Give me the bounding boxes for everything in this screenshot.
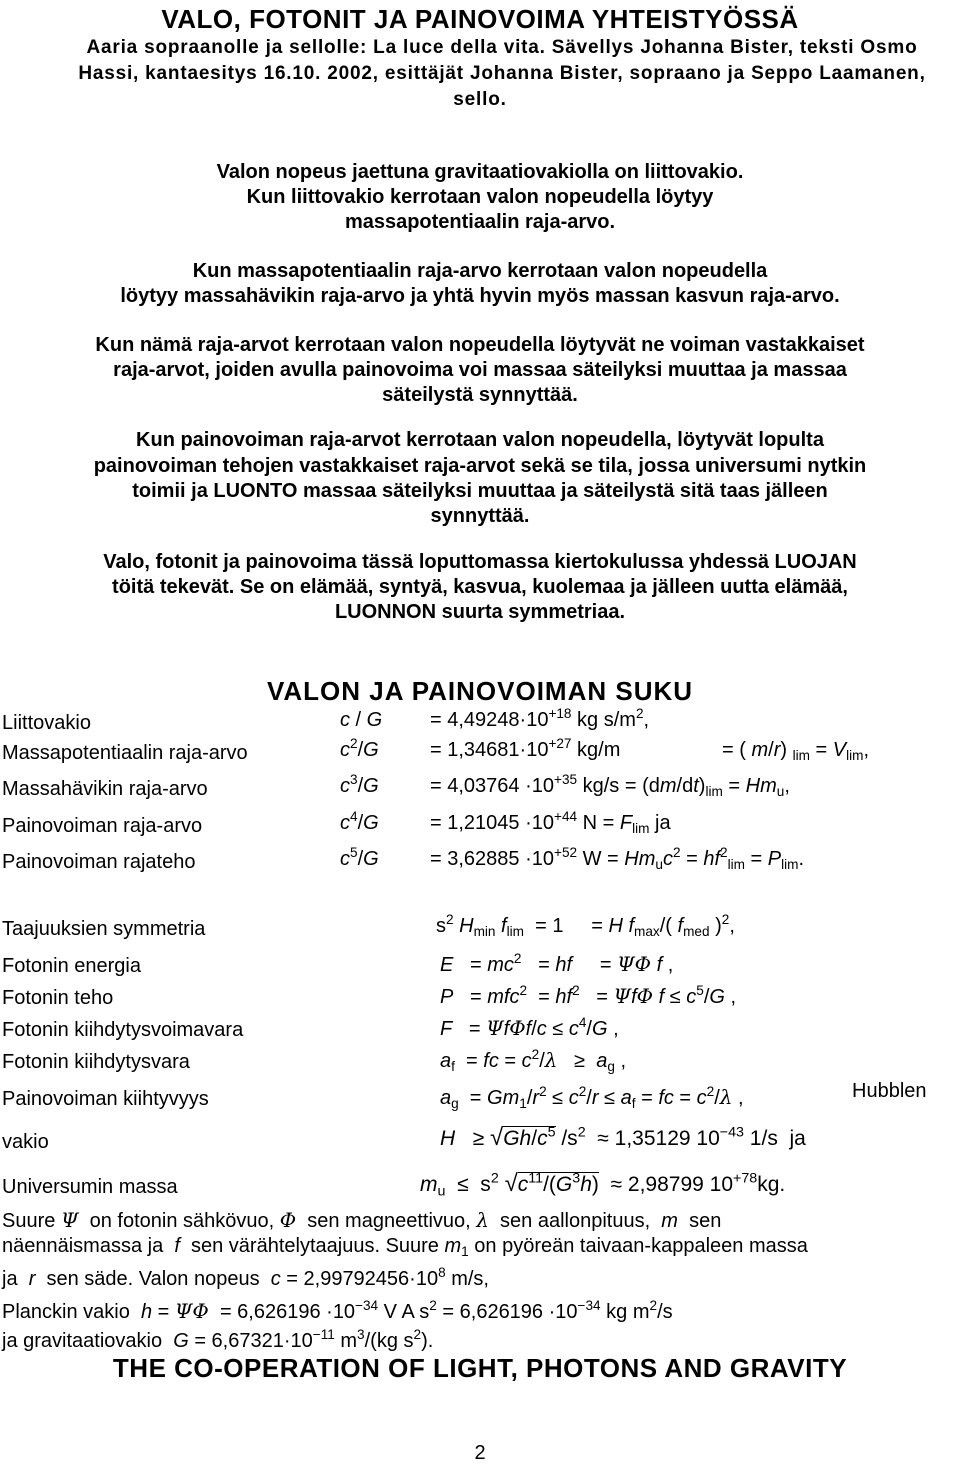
lyrics-p2-l2: löytyy massahävikin raja-arvo ja yhtä hyvin myös massan kasvun raja-arvo. — [120, 285, 840, 307]
credit-line-1: Aaria sopraanolle ja sellolle: La luce della vita. Sävellys Johanna Bister, teksti Osmo — [86, 37, 918, 58]
notes-line-1: Suure Ψ on fotonin sähkövuo, Φ sen magneettivuo, λ sen aallonpituus, m sen — [2, 1208, 722, 1232]
sym-formula-4: $F = \Psi f\Phi f/c \le c^4/G$ , — [440, 1014, 619, 1040]
lyrics-p4-l2: painovoiman tehojen vastakkaiset raja-arvot sekä se tila, jossa universumi nytkin — [93, 455, 867, 477]
suku-label-3: Massahävikin raja-arvo — [2, 778, 208, 800]
credit-line-2: Hassi, kantaesitys 16.10. 2002, esittäjät Johanna Bister, sopraano ja Seppo Laamanen, — [78, 63, 926, 84]
lyrics-p4-l1: Kun painovoiman raja-arvot kerrotaan valon nopeudella, löytyvät lopulta — [136, 429, 824, 451]
sym-label-3: Fotonin teho — [2, 987, 114, 1009]
english-title: THE CO-OPERATION OF LIGHT, PHOTONS AND GRAVITY — [112, 1353, 848, 1383]
lyrics-p5-l3: LUONNON suurta symmetriaa. — [334, 601, 626, 623]
suku-label-4: Painovoiman raja-arvo — [2, 815, 203, 837]
suku-expr-2: $c^2/G$ — [340, 735, 379, 761]
suku-value-3: = $4,03764 \cdot 10^{+35}$ $kg/s = (dm/dt)_{lim} = Hm_u$, — [430, 771, 790, 800]
suku-extra-2: = ( m/r) $_{lim} = V_{lim}$, — [722, 739, 870, 764]
sym-formula-1: $s^2$ $H_{min}$ $f_{lim} = 1$ = H $f_{max}/$( $f_{med}$ )$^2$, — [436, 911, 735, 940]
sym-formula-7: $H \ge √Gh/c^5$ $/s^2 \approx 1,35129$ $10^{-43}$ 1/s ja — [440, 1124, 806, 1151]
page-number: 2 — [474, 1442, 486, 1464]
suku-expr-4: $c^4/G$ — [340, 808, 379, 834]
lyrics-p3-l2: raja-arvot, joiden avulla painovoima voi massaa säteilyksi muuttaa ja massaa — [113, 359, 847, 381]
sym-label-1: Taajuuksien symmetria — [2, 918, 206, 940]
lyrics-p2-l1: Kun massapotentiaalin raja-arvo kerrotaan valon nopeudella — [192, 260, 768, 282]
lyrics-p1-l3: massapotentiaalin raja-arvo. — [344, 211, 616, 233]
sym-formula-2: $E = mc^2$ = hf = ΨΦ f , — [440, 950, 674, 976]
lyrics-p4-l3: toimii ja LUONTO massaa säteilyksi muuttaa ja säteilystä sitä taas jälleen — [132, 480, 828, 502]
lyrics-p3-l1: Kun nämä raja-arvot kerrotaan valon nopeudella löytyvät ne voiman vastakkaiset — [95, 334, 865, 356]
sym-label-5: Fotonin kiihdytysvara — [2, 1051, 190, 1073]
notes-line-5: ja gravitaatiovakio $G = 6,67321\cdot 10^{-11}$ $m^3/(kg$ $s^2$). — [2, 1326, 434, 1352]
notes-line-3: ja r sen säde. Valon nopeus $c = 2,99792456\cdot 10^8$ m/s, — [2, 1264, 489, 1290]
sym-label-2: Fotonin energia — [2, 955, 141, 977]
suku-value-2: = $1,34681\cdot 10^{+27}$ kg/m — [430, 735, 621, 761]
lyrics-p4-l4: synnyttää. — [430, 505, 530, 527]
section-heading-suku: VALON JA PAINOVOIMAN SUKU — [266, 676, 694, 706]
notes-line-4: Planckin vakio $h = \Psi\Phi = 6,626196 \cdot 10^{-34}$ V A $s^2 = 6,626196 \cdot 10^{-34}$ kg $m^2/s$ — [2, 1297, 673, 1323]
lyrics-p5-l2: töitä tekevät. Se on elämää, syntyä, kasvua, kuolemaa ja jälleen uutta elämää, — [112, 576, 848, 598]
sym-label-6: Painovoiman kiihtyvyys — [2, 1088, 209, 1110]
sym-label-7: vakio — [2, 1131, 49, 1153]
suku-label-1: Liittovakio — [2, 712, 91, 734]
suku-value-4: = $1,21045 \cdot 10^{+44}$ $N = F_{lim}$ ja — [430, 808, 671, 837]
suku-value-1: = $4,49248\cdot 10^{+18}$ kg $s/m^2$, — [430, 705, 650, 731]
sym-formula-8: $m_u \le s^2$ $√c^{11}/(G^3h) \approx 2,98799$ $10^{+78}kg$. — [420, 1170, 786, 1200]
suku-expr-1: c / G — [340, 709, 383, 731]
sym-label-8: Universumin massa — [2, 1176, 178, 1198]
lyrics-p3-l3: säteilystä synnyttää. — [382, 384, 578, 406]
sym-label-4: Fotonin kiihdytysvoimavara — [2, 1019, 244, 1041]
lyrics-p5-l1: Valo, fotonit ja painovoima tässä loputtomassa kiertokulussa yhdessä LUOJAN — [103, 551, 857, 573]
suku-label-5: Painovoiman rajateho — [2, 851, 196, 873]
credit-line-3: sello. — [453, 89, 507, 110]
sym-formula-3: $P = mfc^2 = hf^2 = \Psi f\Phi$ $f \le c^5/G$ , — [440, 982, 737, 1008]
sym-note-hubblen: Hubblen — [852, 1080, 927, 1102]
document-title: VALO, FOTONIT JA PAINOVOIMA YHTEISTYÖSSÄ — [161, 4, 799, 34]
suku-expr-3: $c^3/G$ — [340, 771, 379, 797]
sym-formula-5: $a_f$ = fc = $c^2/\lambda \ge a_g$ , — [440, 1046, 627, 1075]
lyrics-p1-l2: Kun liittovakio kerrotaan valon nopeudella löytyy — [246, 186, 714, 208]
lyrics-p1-l1: Valon nopeus jaettuna gravitaatiovakiolla on liittovakio. — [216, 161, 744, 183]
sym-formula-6: $a_g = Gm_1/r^2 \le c^2/r \le a_f$ = fc = $c^2/\lambda$ , — [440, 1083, 744, 1112]
notes-line-2: näennäismassa ja f sen värähtelytaajuus. Suure $m_1$ on pyöreän taivaan-kappaleen massa — [2, 1235, 808, 1260]
suku-expr-5: $c^5/G$ — [340, 844, 379, 870]
suku-label-2: Massapotentiaalin raja-arvo — [2, 742, 248, 764]
suku-value-5: = $3,62885 \cdot 10^{+52}$ $W = Hm_uc^2 = hf^2_{lim} = P_{lim}$. — [430, 844, 805, 873]
